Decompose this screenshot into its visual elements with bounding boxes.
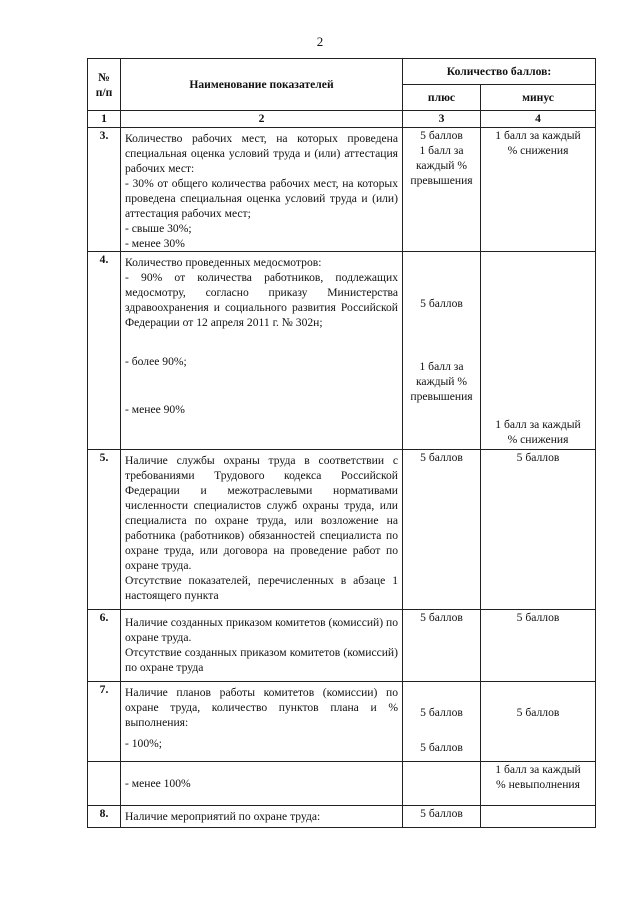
table-row bbox=[88, 762, 596, 806]
indicator-text bbox=[121, 682, 403, 762]
row-number: 7. bbox=[88, 682, 121, 762]
minus-cell bbox=[481, 682, 596, 762]
indicator-text: Наличие созданных приказом комитетов (комиссий) по охране труда. Отсутствие созданных приказом комитетов (комиссий) по охране труда bbox=[121, 610, 403, 682]
table-row bbox=[88, 682, 596, 762]
indicator-text bbox=[121, 252, 403, 450]
table-row bbox=[88, 128, 596, 252]
index-cell: 4 bbox=[481, 111, 596, 128]
plus-cell: 5 баллов bbox=[403, 610, 481, 682]
text-block: 5 баллов bbox=[420, 706, 463, 719]
text-block: - менее 90% bbox=[125, 403, 185, 416]
table-row bbox=[88, 252, 596, 450]
header-num: № п/п bbox=[88, 59, 121, 111]
row-number bbox=[88, 762, 121, 806]
text-block: 1 балл за каждый % превышения bbox=[410, 360, 473, 403]
table-row bbox=[88, 610, 596, 682]
row-number: 5. bbox=[88, 450, 121, 610]
table-row bbox=[88, 806, 596, 828]
text-block: Наличие планов работы комитетов (комиссии) по охране труда, количество пунктов плана и % выполнения: bbox=[125, 686, 398, 729]
minus-cell: 5 баллов bbox=[481, 450, 596, 610]
text-line: Количество рабочих мест, на которых проведена специальная оценка условий труда и (или) аттестация рабочих мест: bbox=[125, 132, 398, 175]
indicator-text: - менее 100% bbox=[121, 762, 403, 806]
row-number: 4. bbox=[88, 252, 121, 450]
minus-cell: 5 баллов bbox=[481, 610, 596, 682]
minus-cell: 1 балл за каждый % снижения bbox=[481, 252, 596, 450]
indicator-text: Наличие мероприятий по охране труда: bbox=[121, 806, 403, 828]
page-number: 2 bbox=[316, 34, 324, 49]
minus-cell: 1 балл за каждый % невыполнения bbox=[481, 762, 596, 806]
row-number: 6. bbox=[88, 610, 121, 682]
text-block: 5 баллов bbox=[420, 297, 463, 310]
indicator-text bbox=[121, 128, 403, 252]
text-block: - более 90%; bbox=[125, 355, 187, 368]
plus-cell bbox=[403, 762, 481, 806]
index-cell: 1 bbox=[88, 111, 121, 128]
plus-cell: 5 баллов bbox=[403, 806, 481, 828]
text-line: - свыше 30%; bbox=[125, 222, 192, 235]
text-line: - менее 30% bbox=[125, 237, 185, 250]
header-minus: минус bbox=[481, 85, 596, 111]
minus-cell: 1 балл за каждый % снижения bbox=[481, 128, 596, 252]
minus-cell bbox=[481, 806, 596, 828]
header-points: Количество баллов: bbox=[403, 59, 596, 85]
table-row bbox=[88, 450, 596, 610]
plus-cell bbox=[403, 682, 481, 762]
header-plus: плюс bbox=[403, 85, 481, 111]
text-line: - 30% от общего количества рабочих мест, на которых проведена специальная оценка условий труда и (или) аттестация рабочих мест; bbox=[125, 177, 398, 220]
text-block: - 100%; bbox=[125, 737, 163, 750]
plus-cell: 5 баллов bbox=[403, 450, 481, 610]
plus-cell: 5 баллов 1 балл за каждый % превышения bbox=[403, 128, 481, 252]
index-cell: 3 bbox=[403, 111, 481, 128]
plus-cell bbox=[403, 252, 481, 450]
index-cell: 2 bbox=[121, 111, 403, 128]
header-name: Наименование показателей bbox=[121, 59, 403, 111]
row-number: 8. bbox=[88, 806, 121, 828]
row-number: 3. bbox=[88, 128, 121, 252]
scoring-table bbox=[87, 58, 596, 828]
indicator-text: Наличие службы охраны труда в соответствии с требованиями Трудового кодекса Российской Федерации и межотраслевыми нормативами численности специалистов служб охраны труда, или специалиста по охране труда, или возложение на работника (работников) обязанностей специалиста по охране труда, или договора на проведение работ по охране труда. Отсутствие показателей, перечисленных в абзаце 1 настоящего пункта bbox=[121, 450, 403, 610]
text-block: 5 баллов bbox=[420, 741, 463, 754]
text-block: Количество проведенных медосмотров: - 90% от количества работников, подлежащих медосмотру, согласно приказу Министерства здравоохранения и социального развития Российской Федерации от 12 апреля 2011 г. № 302н; bbox=[125, 256, 398, 329]
text-block: 5 баллов bbox=[516, 706, 560, 719]
